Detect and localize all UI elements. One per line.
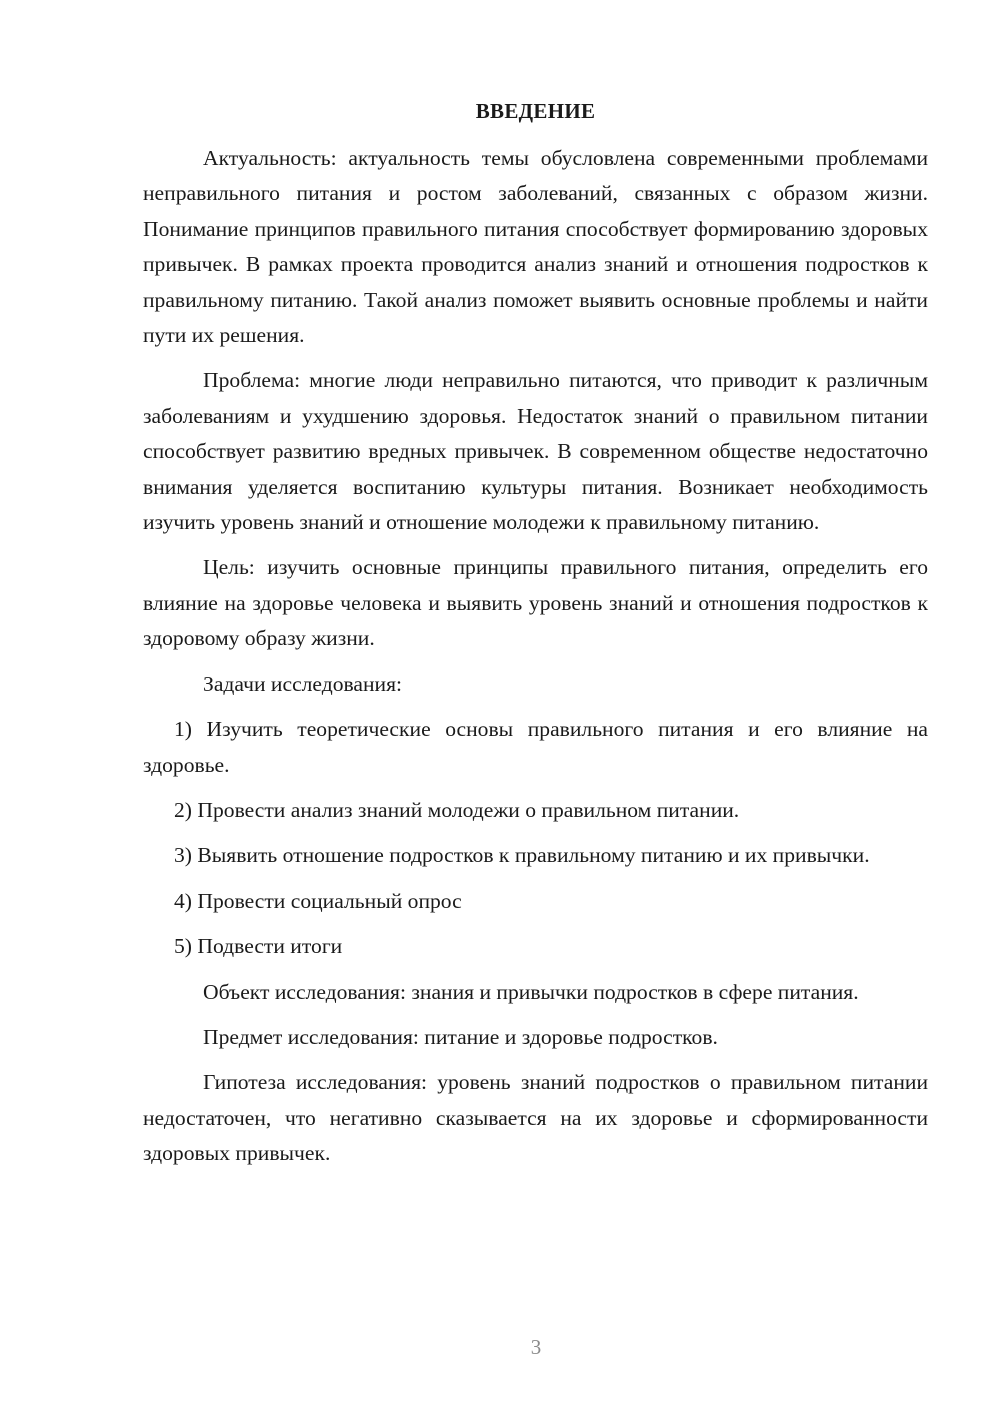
task-item: 2) Провести анализ знаний молодежи о правильном питании.: [174, 797, 740, 822]
relevance-paragraph: Актуальность: актуальность темы обусловлена современными проблемами неправильного питания и ростом заболеваний, связанных с образом жизни. Понимание принципов правильного питания способствует формированию здоровых привычек. В рамках проекта проводится анализ знаний и отношения подростков к правильному питанию. Такой анализ поможет выявить основные проблемы и найти пути их решения.: [143, 146, 928, 348]
document-page: [143, 94, 928, 1182]
tasks-heading: Задачи исследования:: [203, 671, 403, 696]
task-item: 5) Подвести итоги: [174, 934, 343, 959]
task-item: 3) Выявить отношение подростков к правильному питанию и их привычки.: [174, 843, 870, 868]
problem-paragraph: Проблема: многие люди неправильно питаются, что приводит к различным заболеваниям и ухудшению здоровья. Недостаток знаний о правильном питании способствует развитию вредных привычек. В современном обществе недостаточно внимания уделяется воспитанию культуры питания. Возникает необходимость изучить уровень знаний и отношение молодежи к правильному питанию.: [143, 368, 928, 535]
subject-paragraph: Предмет исследования: питание и здоровье подростков.: [203, 1024, 718, 1049]
page-title: ВВЕДЕНИЕ: [475, 99, 596, 123]
page-number: 3: [530, 1335, 542, 1359]
task-item: 4) Провести социальный опрос: [174, 888, 462, 913]
object-paragraph: Объект исследования: знания и привычки подростков в сфере питания.: [203, 979, 859, 1004]
hypothesis-paragraph: Гипотеза исследования: уровень знаний подростков о правильном питании недостаточен, что негативно сказывается на их здоровье и сформированности здоровых привычек.: [143, 1070, 928, 1166]
task-item: 1) Изучить теоретические основы правильного питания и его влияние на здоровье.: [143, 717, 928, 777]
goal-paragraph: Цель: изучить основные принципы правильного питания, определить его влияние на здоровье человека и выявить уровень знаний и отношения подростков к здоровому образу жизни.: [143, 555, 928, 651]
